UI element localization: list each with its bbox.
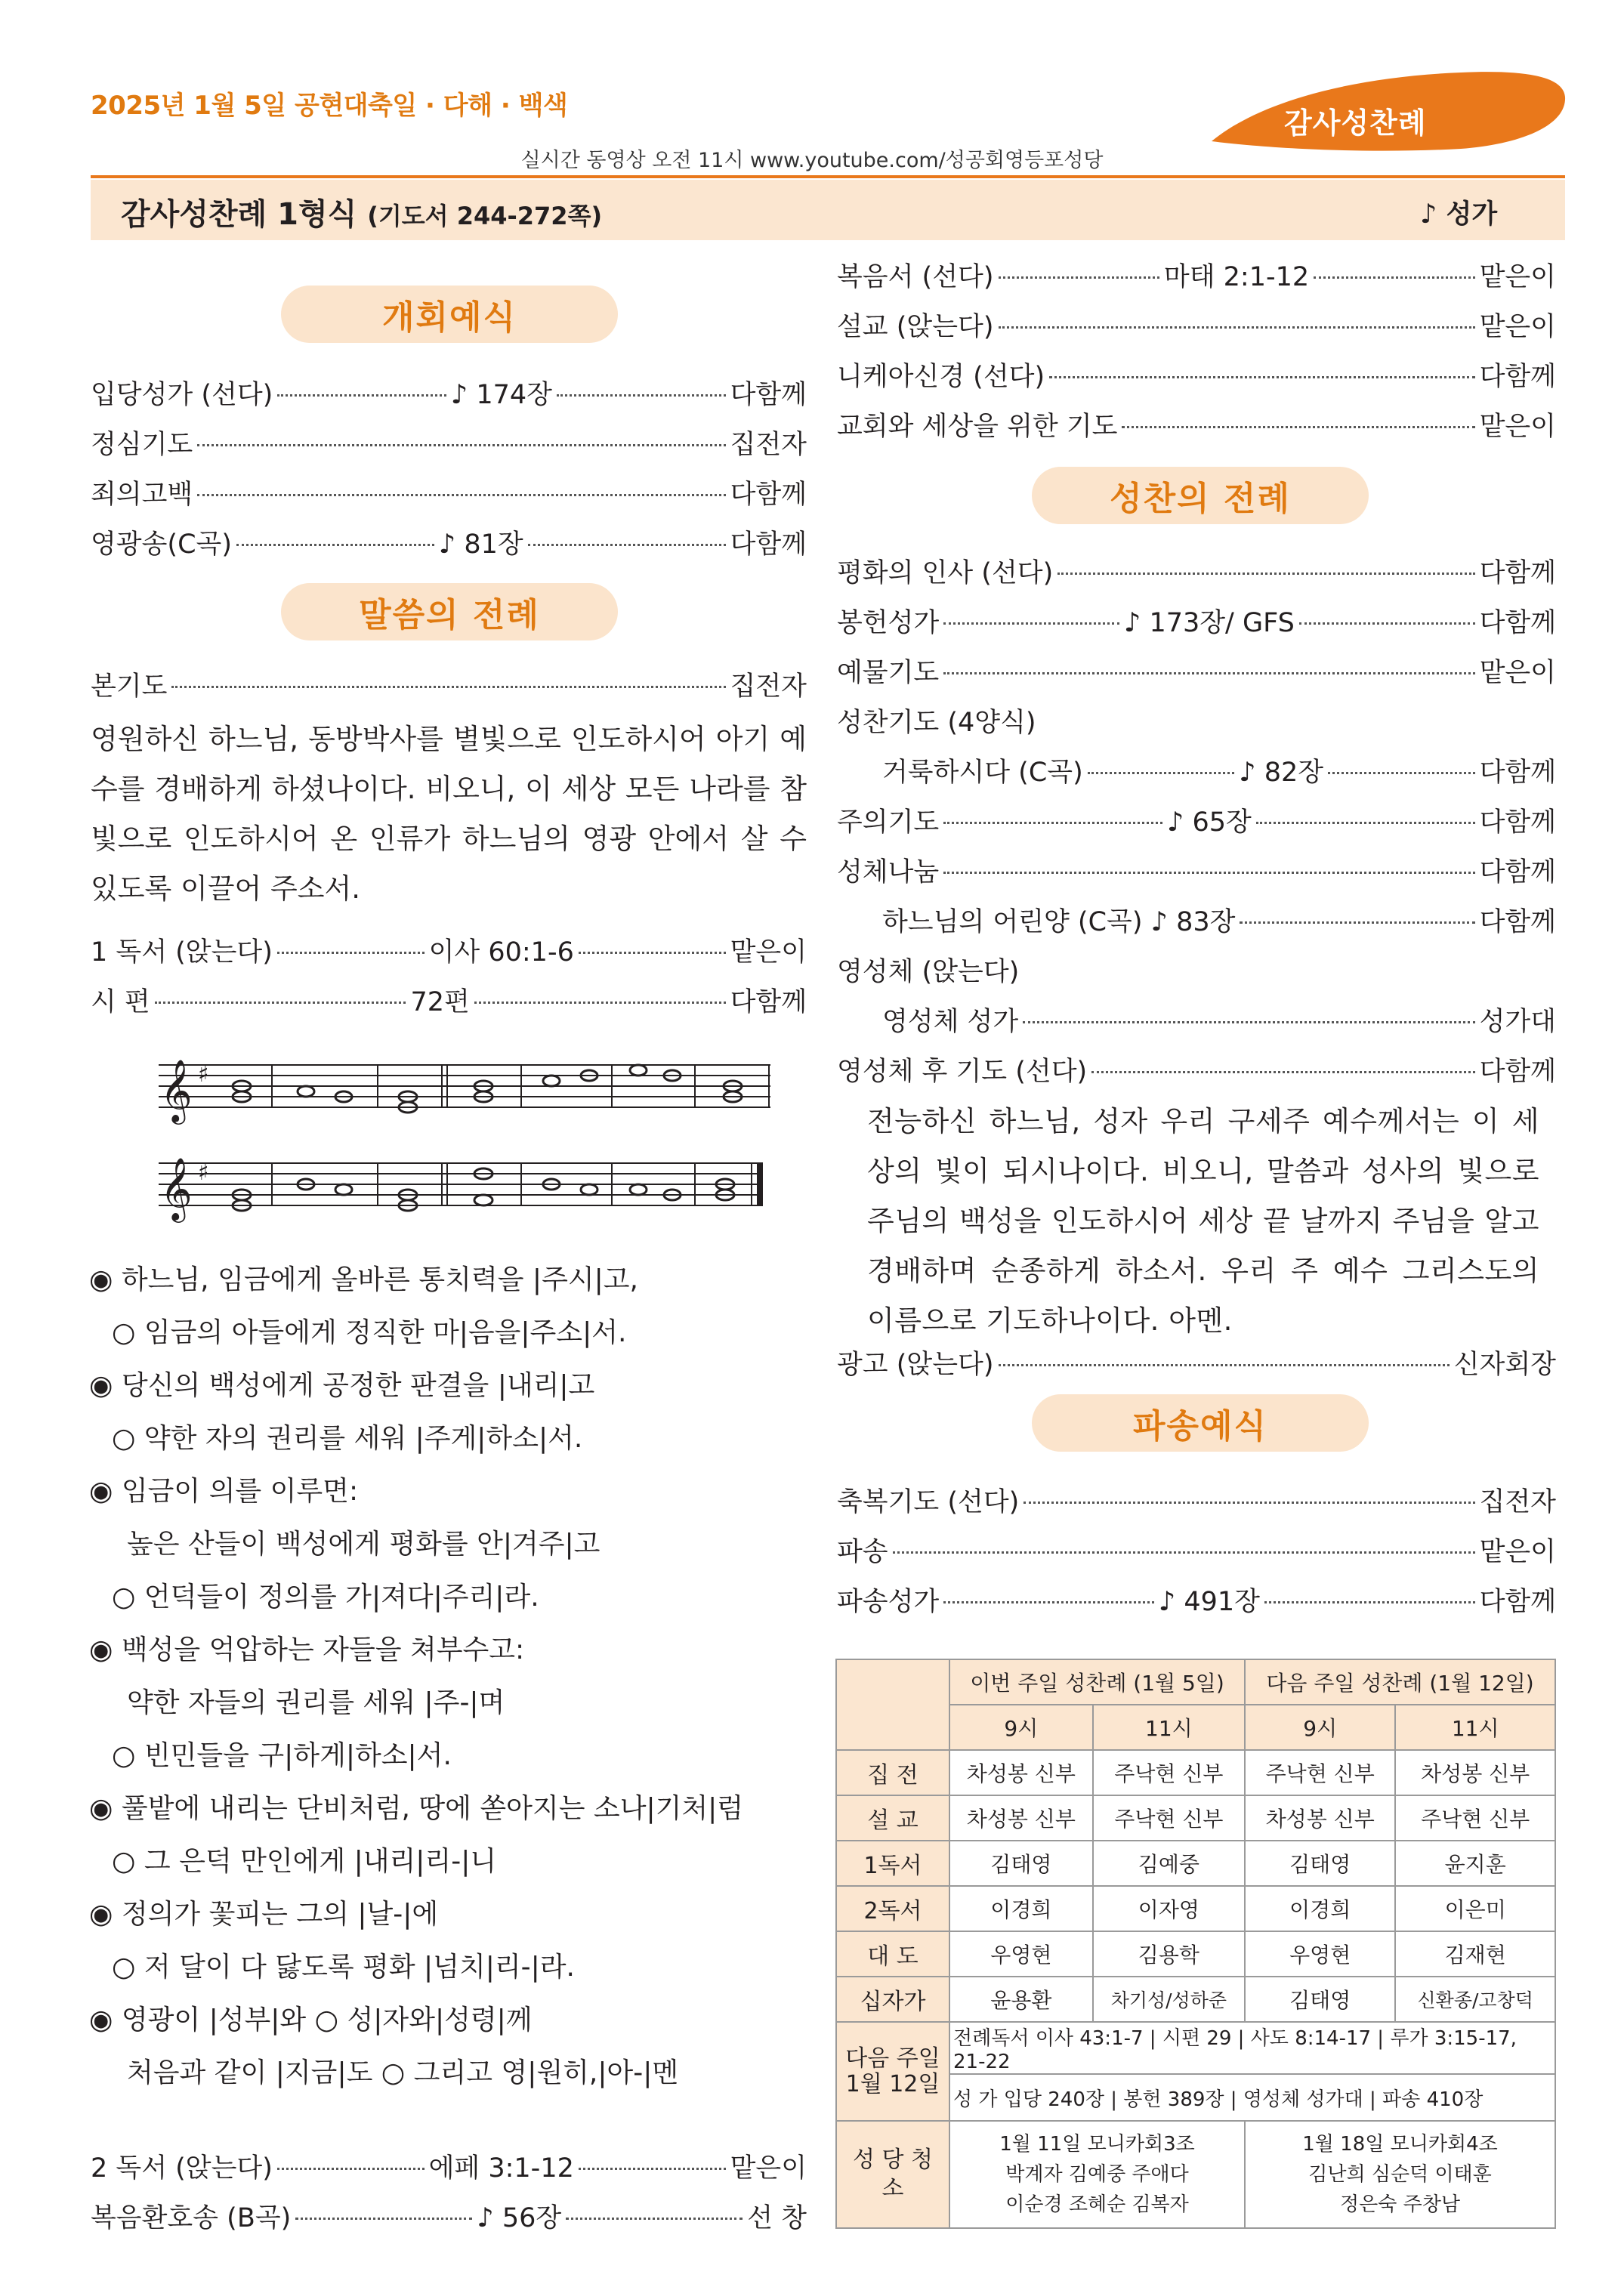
psalm-line: ◉ 백성을 억압하는 자들을 쳐부수고: bbox=[89, 1634, 525, 1665]
row-role: 다함께 bbox=[1479, 608, 1557, 638]
cleaning-line: 1월 18일 모니카회4조 bbox=[1302, 2133, 1498, 2156]
order-row bbox=[837, 798, 1556, 847]
psalm-line: ◉ 당신의 백성에게 공정한 판결을 |내리|고 bbox=[89, 1370, 595, 1401]
schedule-cell: 이경희 bbox=[949, 1886, 1093, 1931]
leader-dots bbox=[277, 2168, 425, 2170]
time-header: 11시 bbox=[1093, 1705, 1245, 1750]
order-row bbox=[837, 1047, 1556, 1097]
row-role: 맡은이 bbox=[730, 937, 807, 968]
next-sunday-label: 다음 주일 1월 12일 bbox=[836, 2022, 949, 2121]
next-readings: 전례독서 이사 43:1-7 | 시편 29 | 사도 8:14-17 | 루가 3:15-17, 21-22 bbox=[949, 2022, 1555, 2074]
schedule-cell: 주낙현 신부 bbox=[1093, 1795, 1245, 1841]
leader-dots bbox=[893, 1551, 1475, 1554]
row-label: 축복기도 (선다) bbox=[837, 1487, 1020, 1517]
row-label: 정심기도 bbox=[91, 430, 193, 460]
role-label: 2독서 bbox=[836, 1886, 949, 1931]
order-row bbox=[837, 1340, 1556, 1390]
svg-text:𝄞: 𝄞 bbox=[160, 1058, 193, 1122]
row-role: 집전자 bbox=[730, 671, 807, 702]
order-row bbox=[91, 520, 807, 569]
leader-dots bbox=[566, 2218, 743, 2220]
row-label: 파송성가 bbox=[837, 1587, 940, 1617]
leader-dots bbox=[1122, 426, 1474, 428]
schedule-cell: 윤지훈 bbox=[1395, 1841, 1555, 1886]
post-communion-prayer: 전능하신 하느님, 성자 우리 구세주 예수께서는 이 세상의 빛이 되시나이다. 비오니, 말씀과 성사의 빛으로 주님의 백성을 인도하시어 세상 끝 날까지 주님을 알고 경배하며 순종하게 하소서. 우리 주 예수 그리스도의 이름으로 기도하나이다. 아멘. bbox=[867, 1105, 1539, 1337]
leader-dots bbox=[1023, 1502, 1474, 1504]
row-label: 죄의고백 bbox=[91, 480, 193, 510]
collect-prayer: 영원하신 하느님, 동방박사를 별빛으로 인도하시어 아기 예수를 경배하게 하셨나이다. 비오니, 이 세상 모든 나라를 참 빛으로 인도하시어 온 인류가 하느님의 영광 안에서 살 수 있도록 이끌어 주소서. bbox=[91, 723, 807, 905]
row-label: 교회와 세상을 위한 기도 bbox=[837, 412, 1118, 442]
leader-dots bbox=[1328, 772, 1475, 774]
psalm-line: 약한 자들의 권리를 세워 |주-|며 bbox=[127, 1687, 505, 1718]
psalm-line: ◉ 정의가 꽃피는 그의 |날-|에 bbox=[89, 1899, 439, 1930]
dismissal-list bbox=[837, 1477, 1556, 1627]
psalm-line: ○ 저 달이 다 닳도록 평화 |넘치|리-|라. bbox=[112, 1952, 575, 1983]
row-detail: ♪ 56장 bbox=[477, 2203, 562, 2233]
schedule-cell: 주낙현 신부 bbox=[1093, 1750, 1245, 1795]
schedule-cell: 차기성/성하준 bbox=[1093, 1977, 1245, 2022]
schedule-cell: 차성봉 신부 bbox=[949, 1750, 1093, 1795]
order-row bbox=[837, 1477, 1556, 1527]
schedule-cell: 우영현 bbox=[949, 1931, 1093, 1977]
leader-dots bbox=[1314, 276, 1474, 279]
order-row bbox=[91, 420, 807, 470]
eucharist-prayer-label bbox=[837, 698, 1556, 748]
schedule-cell: 우영현 bbox=[1245, 1931, 1395, 1977]
cleaning-this bbox=[949, 2121, 1245, 2228]
row-label: 본기도 bbox=[91, 671, 168, 702]
row-detail: 마태 2:1-12 bbox=[1163, 262, 1310, 292]
next-hymns: 성 가 입당 240장 | 봉헌 389장 | 영성체 성가대 | 파송 410장 bbox=[949, 2074, 1555, 2121]
leader-dots bbox=[295, 2218, 472, 2220]
leader-dots bbox=[943, 672, 1474, 674]
schedule-cell: 차성봉 신부 bbox=[1245, 1795, 1395, 1841]
this-week-header: 이번 주일 성찬례 (1월 5일) bbox=[949, 1659, 1245, 1705]
leader-dots bbox=[943, 1601, 1154, 1603]
order-row bbox=[91, 662, 807, 711]
svg-text:𝄞: 𝄞 bbox=[160, 1156, 193, 1220]
section-opening: 개회예식 bbox=[281, 286, 618, 343]
leader-dots bbox=[155, 1002, 406, 1004]
row-detail: ♪ 174장 bbox=[450, 380, 552, 410]
leader-dots bbox=[1264, 1601, 1475, 1603]
schedule-cell: 이경희 bbox=[1245, 1886, 1395, 1931]
order-row bbox=[837, 352, 1556, 402]
row-detail: 이사 60:1-6 bbox=[428, 937, 574, 968]
psalm-line: ○ 약한 자의 권리를 세워 |주게|하소|서. bbox=[112, 1423, 583, 1454]
badge-label: 감사성찬례 bbox=[1284, 106, 1427, 140]
row-role: 다함께 bbox=[1479, 1057, 1556, 1087]
schedule-cell: 김태영 bbox=[1245, 1841, 1395, 1886]
order-row bbox=[91, 470, 807, 520]
leader-dots bbox=[943, 822, 1162, 824]
leader-dots bbox=[943, 622, 1119, 625]
schedule-row bbox=[836, 1795, 1555, 1841]
row-role: 다함께 bbox=[1479, 758, 1557, 788]
psalm-line: ◉ 풀밭에 내리는 단비처럼, 땅에 쏟아지는 소나|기처|럼 bbox=[89, 1793, 744, 1824]
row-role: 다함께 bbox=[1479, 1587, 1557, 1617]
hymn-label: ♪ 성가 bbox=[1420, 199, 1498, 230]
psalm-line: ◉ 임금이 의를 이루면: bbox=[89, 1476, 359, 1507]
row-label: 예물기도 bbox=[837, 658, 940, 688]
leader-dots bbox=[474, 1002, 726, 1004]
row-detail: ♪ 81장 bbox=[438, 529, 523, 560]
row-label: 하느님의 어린양 (C곡) ♪ 83장 bbox=[882, 907, 1236, 937]
leader-dots bbox=[1240, 921, 1474, 924]
row-role: 집전자 bbox=[730, 430, 807, 460]
row-label: 영성체 후 기도 (선다) bbox=[837, 1057, 1088, 1087]
row-role: 다함께 bbox=[730, 480, 807, 510]
cleaning-next bbox=[1245, 2121, 1555, 2228]
psalm-line: ○ 빈민들을 구|하게|하소|서. bbox=[112, 1740, 452, 1771]
leader-dots bbox=[277, 394, 446, 397]
row-role: 맡은이 bbox=[1479, 1537, 1556, 1567]
next-week-header: 다음 주일 성찬례 (1월 12일) bbox=[1245, 1659, 1555, 1705]
leader-dots bbox=[1088, 772, 1235, 774]
psalm-line: ◉ 영광이 |성부|와 ○ 성|자와|성령|께 bbox=[89, 2005, 533, 2036]
psalm-line: ◉ 하느님, 임금에게 올바른 통치력을 |주시|고, bbox=[89, 1264, 638, 1295]
schedule-row bbox=[836, 1931, 1555, 1977]
row-detail: 에페 3:1-12 bbox=[428, 2153, 574, 2184]
schedule-cell: 차성봉 신부 bbox=[1395, 1750, 1555, 1795]
row-label: 설교 (앉는다) bbox=[837, 312, 994, 342]
order-row bbox=[837, 302, 1556, 352]
row-role: 맡은이 bbox=[1479, 312, 1556, 342]
row-role: 맡은이 bbox=[730, 2153, 807, 2184]
psalm-line: 높은 산들이 백성에게 평화를 안|겨주|고 bbox=[127, 1529, 601, 1560]
schedule-cell: 이은미 bbox=[1395, 1886, 1555, 1931]
notice-list bbox=[837, 1340, 1556, 1390]
row-role: 성가대 bbox=[1479, 1007, 1556, 1037]
schedule-row bbox=[836, 1750, 1555, 1795]
leader-dots bbox=[579, 952, 726, 954]
title-sub: (기도서 244-272쪽) bbox=[367, 202, 603, 230]
row-detail: 72편 bbox=[410, 987, 470, 1017]
schedule-cell: 주낙현 신부 bbox=[1245, 1750, 1395, 1795]
leader-dots bbox=[197, 444, 725, 446]
row-label: 주의기도 bbox=[837, 807, 940, 838]
leader-dots bbox=[999, 326, 1475, 329]
row-detail: ♪ 65장 bbox=[1167, 807, 1252, 838]
page-title bbox=[121, 190, 602, 233]
row-role: 신자회장 bbox=[1453, 1350, 1556, 1380]
section-eucharist: 성찬의 전례 bbox=[1032, 467, 1369, 524]
order-row bbox=[837, 548, 1556, 598]
order-row bbox=[837, 252, 1556, 302]
schedule-table bbox=[835, 1659, 1556, 2229]
left-bottom-list bbox=[91, 2144, 807, 2243]
row-role: 다함께 bbox=[1479, 807, 1556, 838]
row-role: 다함께 bbox=[730, 529, 807, 560]
gospel-list bbox=[837, 252, 1556, 452]
row-role: 맡은이 bbox=[1479, 658, 1556, 688]
row-detail: ♪ 82장 bbox=[1239, 758, 1324, 788]
row-role: 선 창 bbox=[747, 2203, 807, 2233]
row-label: 영성체 성가 bbox=[882, 1007, 1019, 1037]
leader-dots bbox=[1091, 1071, 1474, 1073]
row-role: 다함께 bbox=[1479, 857, 1556, 887]
eucharist-list-2 bbox=[837, 748, 1556, 947]
schedule-cell: 김태영 bbox=[1245, 1977, 1395, 2022]
psalm-text bbox=[89, 1254, 805, 2100]
word-list bbox=[91, 662, 807, 711]
schedule-cell: 윤용환 bbox=[949, 1977, 1093, 2022]
date-line: 2025년 1월 5일 공현대축일 · 다해 · 백색 bbox=[91, 91, 568, 121]
leader-dots bbox=[1256, 822, 1475, 824]
order-row bbox=[91, 370, 807, 420]
opening-list bbox=[91, 370, 807, 569]
leader-dots bbox=[1049, 376, 1474, 378]
order-row bbox=[837, 748, 1556, 798]
row-detail: ♪ 491장 bbox=[1158, 1587, 1260, 1617]
stream-info: 실시간 동영상 오전 11시 www.youtube.com/성공회영등포성당 bbox=[520, 149, 1104, 172]
time-header: 11시 bbox=[1395, 1705, 1555, 1750]
row-label: 영광송(C곡) bbox=[91, 529, 232, 560]
leader-dots bbox=[1057, 573, 1474, 575]
order-row bbox=[91, 2144, 807, 2193]
order-row bbox=[91, 927, 807, 977]
svg-text:♯: ♯ bbox=[198, 1061, 209, 1088]
section-word: 말씀의 전례 bbox=[281, 583, 618, 640]
cleaning-line: 1월 11일 모니카회3조 bbox=[999, 2133, 1195, 2156]
leader-dots bbox=[171, 686, 725, 688]
row-label: 평화의 인사 (선다) bbox=[837, 558, 1054, 588]
schedule-cell: 주낙현 신부 bbox=[1395, 1795, 1555, 1841]
role-label: 설 교 bbox=[836, 1795, 949, 1841]
row-role: 다함께 bbox=[1479, 362, 1556, 392]
order-row bbox=[837, 648, 1556, 698]
schedule-cell: 신환종/고창덕 bbox=[1395, 1977, 1555, 2022]
svg-text:♯: ♯ bbox=[198, 1159, 209, 1186]
communion-list bbox=[837, 997, 1556, 1097]
schedule-cell: 김재현 bbox=[1395, 1931, 1555, 1977]
row-label: 거룩하시다 (C곡) bbox=[882, 758, 1083, 788]
title-main: 감사성찬례 1형식 bbox=[121, 197, 357, 232]
leader-dots bbox=[557, 394, 726, 397]
schedule-cell: 김용학 bbox=[1093, 1931, 1245, 1977]
eucharist-prayer-text: 성찬기도 (4양식) bbox=[837, 708, 1036, 738]
row-role: 맡은이 bbox=[1479, 412, 1556, 442]
schedule-cell: 차성봉 신부 bbox=[949, 1795, 1093, 1841]
leader-dots bbox=[579, 2168, 726, 2170]
order-row bbox=[837, 402, 1556, 452]
header-rule bbox=[91, 175, 1565, 178]
time-header: 9시 bbox=[949, 1705, 1093, 1750]
schedule-body bbox=[836, 1750, 1555, 2022]
row-label: 1 독서 (앉는다) bbox=[91, 937, 273, 968]
leader-dots bbox=[999, 1364, 1450, 1366]
cleaning-line: 이순경 조혜순 김복자 bbox=[1005, 2193, 1189, 2216]
row-label: 입당성가 (선다) bbox=[91, 380, 273, 410]
leader-dots bbox=[1299, 622, 1475, 625]
section-dismissal: 파송예식 bbox=[1032, 1394, 1369, 1452]
schedule-cell: 김태영 bbox=[949, 1841, 1093, 1886]
communion-text: 영성체 (앉는다) bbox=[837, 957, 1020, 987]
leader-dots bbox=[999, 276, 1159, 279]
leader-dots bbox=[197, 494, 725, 496]
leader-dots bbox=[1023, 1021, 1474, 1023]
role-label: 집 전 bbox=[836, 1750, 949, 1795]
leader-dots bbox=[943, 872, 1474, 874]
order-row bbox=[91, 977, 807, 1027]
schedule-corner bbox=[836, 1659, 949, 1750]
row-label: 봉헌성가 bbox=[837, 608, 940, 638]
psalm-line: ○ 그 은덕 만인에게 |내리|리-|니 bbox=[112, 1846, 497, 1877]
schedule-row bbox=[836, 1886, 1555, 1931]
role-label: 대 도 bbox=[836, 1931, 949, 1977]
order-row bbox=[837, 847, 1556, 897]
eucharist-list bbox=[837, 548, 1556, 698]
row-label: 복음서 (선다) bbox=[837, 262, 994, 292]
psalm-line: ○ 임금의 아들에게 정직한 마|음을|주소|서. bbox=[112, 1317, 627, 1348]
cleaning-line: 박계자 김예중 주애다 bbox=[1005, 2163, 1189, 2186]
schedule-row bbox=[836, 1977, 1555, 2022]
row-label: 파송 bbox=[837, 1537, 888, 1567]
cleaning-line: 정은숙 주창남 bbox=[1340, 2193, 1460, 2216]
order-row bbox=[837, 897, 1556, 947]
leader-dots bbox=[277, 952, 425, 954]
role-label: 1독서 bbox=[836, 1841, 949, 1886]
psalm-line: ○ 언덕들이 정의를 가|져다|주리|라. bbox=[112, 1582, 539, 1613]
cleaning-label: 성 당 청 소 bbox=[836, 2121, 949, 2228]
row-label: 2 독서 (앉는다) bbox=[91, 2153, 273, 2184]
psalm-line: 처음과 같이 |지금|도 ○ 그리고 영|원히,|아-|멘 bbox=[127, 2057, 679, 2088]
order-row bbox=[837, 997, 1556, 1047]
leader-dots bbox=[528, 544, 726, 546]
row-label: 시 편 bbox=[91, 987, 150, 1017]
row-role: 다함께 bbox=[1479, 558, 1556, 588]
order-row bbox=[91, 2193, 807, 2243]
row-role: 집전자 bbox=[1479, 1487, 1556, 1517]
row-role: 맡은이 bbox=[1479, 262, 1556, 292]
schedule-cell: 김예중 bbox=[1093, 1841, 1245, 1886]
order-row bbox=[837, 598, 1556, 648]
row-role: 다함께 bbox=[730, 987, 807, 1017]
order-row bbox=[837, 1577, 1556, 1627]
communion-label bbox=[837, 947, 1556, 997]
row-label: 니케아신경 (선다) bbox=[837, 362, 1045, 392]
order-row bbox=[837, 1527, 1556, 1577]
leader-dots bbox=[236, 544, 434, 546]
row-role: 다함께 bbox=[730, 380, 807, 410]
psalm-chant-score bbox=[151, 1042, 778, 1239]
role-label: 십자가 bbox=[836, 1977, 949, 2022]
row-detail: ♪ 173장/ GFS bbox=[1123, 608, 1295, 638]
schedule-cell: 이자영 bbox=[1093, 1886, 1245, 1931]
cleaning-line: 김난희 심순덕 이태훈 bbox=[1308, 2163, 1492, 2186]
reading-list bbox=[91, 927, 807, 1027]
time-header: 9시 bbox=[1245, 1705, 1395, 1750]
row-label: 성체나눔 bbox=[837, 857, 940, 887]
schedule-row bbox=[836, 1841, 1555, 1886]
row-label: 복음환호송 (B곡) bbox=[91, 2203, 292, 2233]
row-role: 다함께 bbox=[1479, 907, 1556, 937]
row-label: 광고 (앉는다) bbox=[837, 1350, 994, 1380]
